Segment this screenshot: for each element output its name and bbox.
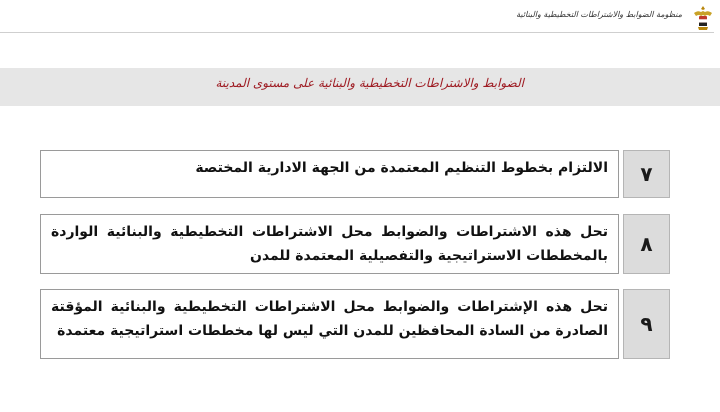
header-system-title: منظومة الضوابط والاشتراطات التخطيطية والبنائية [516,10,682,19]
item-number: ٧ [623,150,670,198]
top-header [0,0,720,38]
item-text: الالتزام بخطوط التنظيم المعتمدة من الجهة الادارية المختصة [40,150,619,198]
list-item-7 [40,150,670,198]
item-number: ٩ [623,289,670,359]
header-divider [0,32,714,33]
item-text: تحل هذه الإشتراطات والضوابط محل الاشتراطات التخطيطية والبنائية المؤقتة الصادرة من السادة المحافظين للمدن التي ليس لها مخططات استراتيجية معتمدة [40,289,619,359]
list-item-8 [40,214,670,274]
banner-title: الضوابط والاشتراطات التخطيطية والبنائية على مستوى المدينة [215,76,524,90]
list-item-9 [40,289,670,359]
egypt-eagle-emblem-icon [692,4,714,32]
item-number: ٨ [623,214,670,274]
section-banner [0,68,720,106]
item-text: تحل هذه الاشتراطات والضوابط محل الاشتراطات التخطيطية والبنائية الواردة بالمخططات الاستراتيجية والتفصيلية المعتمدة للمدن [40,214,619,274]
